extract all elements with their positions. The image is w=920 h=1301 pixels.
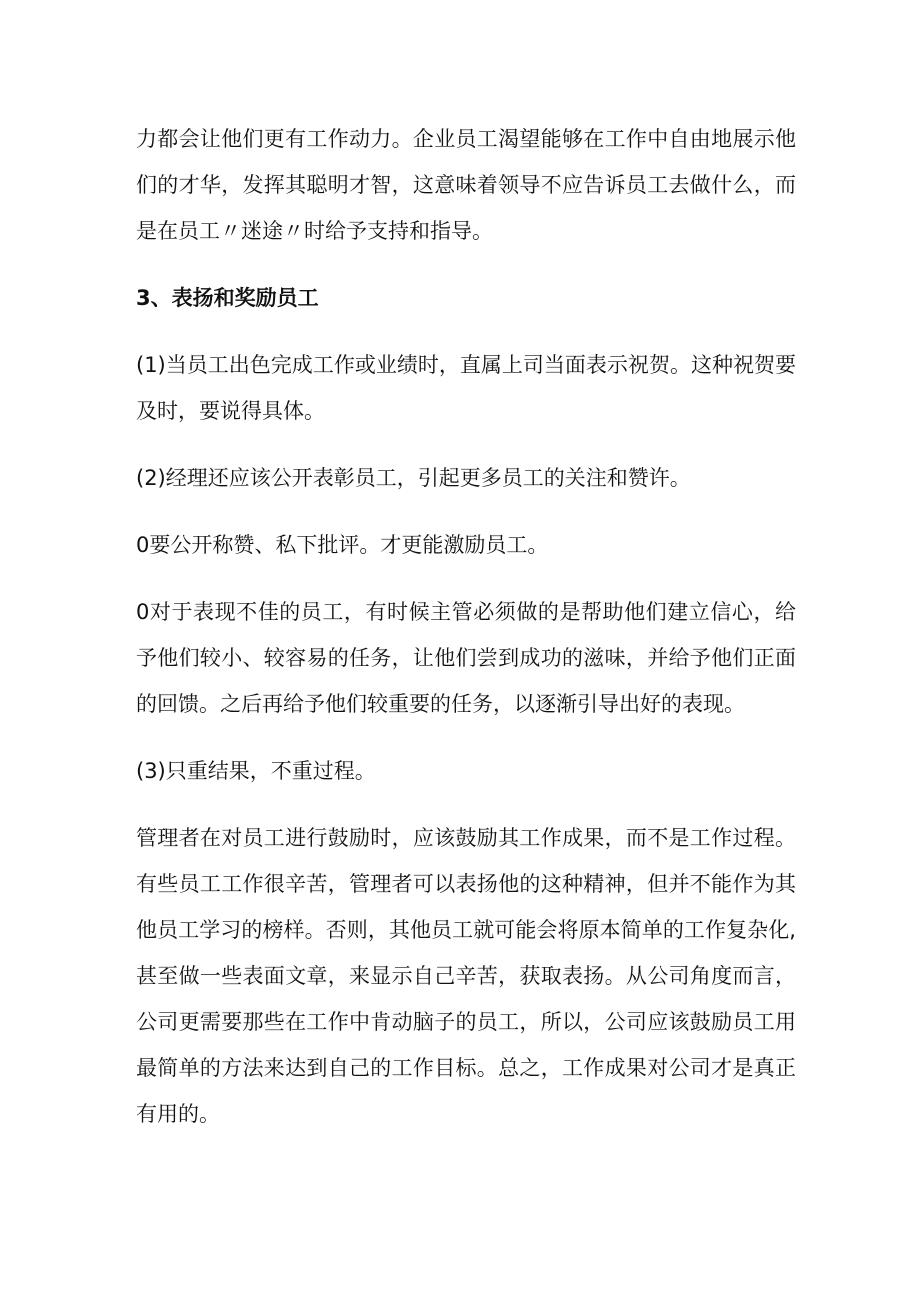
paragraph-results-not-process: 管理者在对员工进行鼓励时，应该鼓励其工作成果，而不是工作过程。有些员工工作很辛苦，管理者可以表扬他的这种精神，但并不能作为其他员工学习的榜样。否则，其他员工就可能会将原本简单的工作复杂化,甚至做一些表面文章，来显示自己辛苦，获取表扬。从公司角度而言，公司更需要那些在工作中肯动脑子的员工，所以，公司应该鼓励员工用最简单的方法来达到自己的工作目标。总之，工作成果对公司才是真正有用的。 bbox=[136, 826, 796, 1126]
paragraph-item-2: (2)经理还应该公开表彰员工，引起更多员工的关注和赞许。 bbox=[136, 466, 691, 490]
paragraph-item-3: (3)只重结果，不重过程。 bbox=[136, 759, 376, 783]
paragraph-underperformers: 0对于表现不佳的员工，有时候主管必须做的是帮助他们建立信心，给予他们较小、较容易的任务，让他们尝到成功的滋味，并给予他们正面的回馈。之后再给予他们较重要的任务，以逐渐引导出好的表现。 bbox=[136, 600, 796, 716]
paragraph-intro: 力都会让他们更有工作动力。企业员工渴望能够在工作中自由地展示他们的才华，发挥其聪明才智，这意味着领导不应告诉员工去做什么，而是在员工〃迷途〃时给予支持和指导。 bbox=[136, 127, 796, 243]
section-heading: 3、表扬和奖励员工 bbox=[136, 286, 319, 310]
paragraph-item-1: (1)当员工出色完成工作或业绩时，直属上司当面表示祝贺。这种祝贺要及时，要说得具体。 bbox=[136, 353, 796, 423]
paragraph-public-praise: 0要公开称赞、私下批评。才更能激励员工。 bbox=[136, 533, 549, 557]
document-body bbox=[136, 116, 796, 1158]
